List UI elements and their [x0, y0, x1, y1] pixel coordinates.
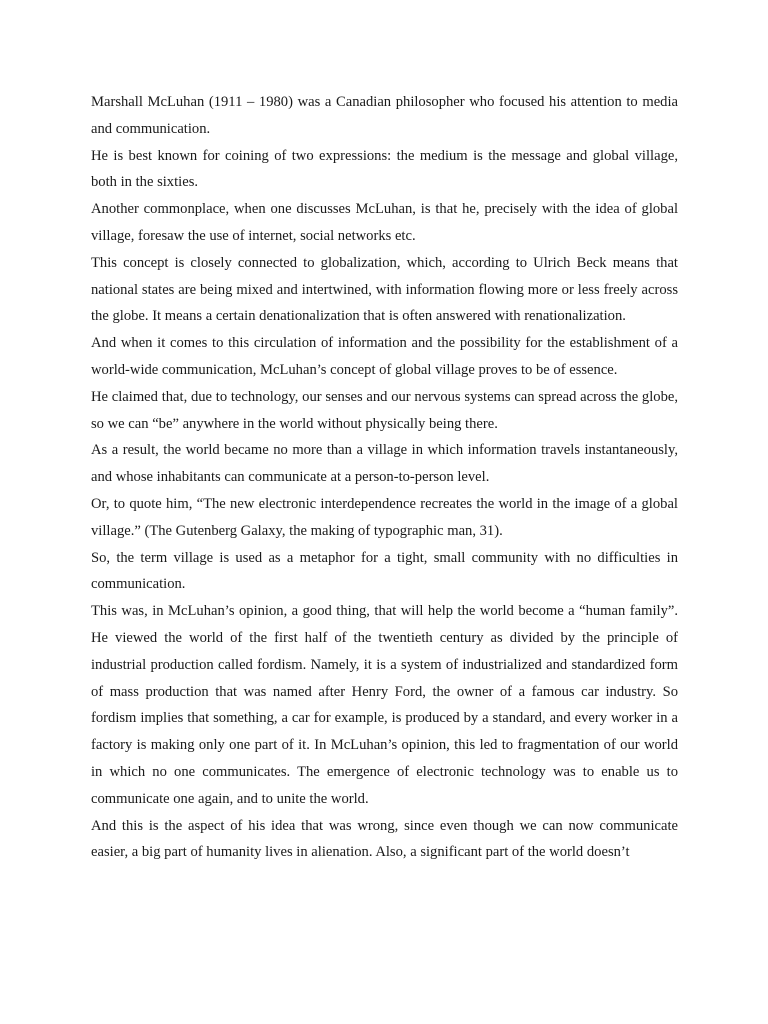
paragraph: And when it comes to this circulation of information and the possibility for the establishment of a world-wide communication, McLuhan’s concept of global village proves to be of essence. — [91, 335, 678, 378]
paragraph: Or, to quote him, “The new electronic interdependence recreates the world in the image of a global village.” (The Gutenberg Galaxy, the making of typographic man, 31). — [91, 495, 678, 539]
paragraph: So, the term village is used as a metaphor for a tight, small community with no difficulties in communication. — [91, 549, 678, 593]
paragraph: Marshall McLuhan (1911 – 1980) was a Canadian philosopher who focused his attention to media and communication. — [91, 94, 678, 137]
paragraph: And this is the aspect of his idea that was wrong, since even though we can now communicate easier, a big part of humanity lives in alienation. Also, a significant part of the world doesn’t — [91, 817, 678, 861]
paragraph: Another commonplace, when one discusses McLuhan, is that he, precisely with the idea of global village, foresaw the use of internet, social networks etc. — [91, 201, 678, 244]
paragraph: This was, in McLuhan’s opinion, a good thing, that will help the world become a “human family”. He viewed the world of the first half of the twentieth century as divided by the principle of industrial production called fordism. Namely, it is a system of industrialized and standardized form of mass production that was named after Henry Ford, the owner of a famous car industry. So fordism implies that something, a car for example, is produced by a standard, and every worker in a factory is making only one part of it. In McLuhan’s opinion, this led to fragmentation of our world in which no one communicates. The emergence of electronic technology was to enable us to communicate one again, and to unite the world. — [91, 603, 678, 807]
paragraph: As a result, the world became no more than a village in which information travels instantaneously, and whose inhabitants can communicate at a person-to-person level. — [91, 442, 678, 486]
paragraph: He claimed that, due to technology, our senses and our nervous systems can spread across the globe, so we can “be” anywhere in the world without physically being there. — [91, 388, 678, 432]
paragraph: This concept is closely connected to globalization, which, according to Ulrich Beck means that national states are being mixed and intertwined, with information flowing more or less freely across the globe. It means a certain denationalization that is often answered with renationalization. — [91, 254, 678, 325]
paragraph: He is best known for coining of two expressions: the medium is the message and global village, both in the sixties. — [91, 147, 678, 191]
body-text — [91, 89, 678, 866]
